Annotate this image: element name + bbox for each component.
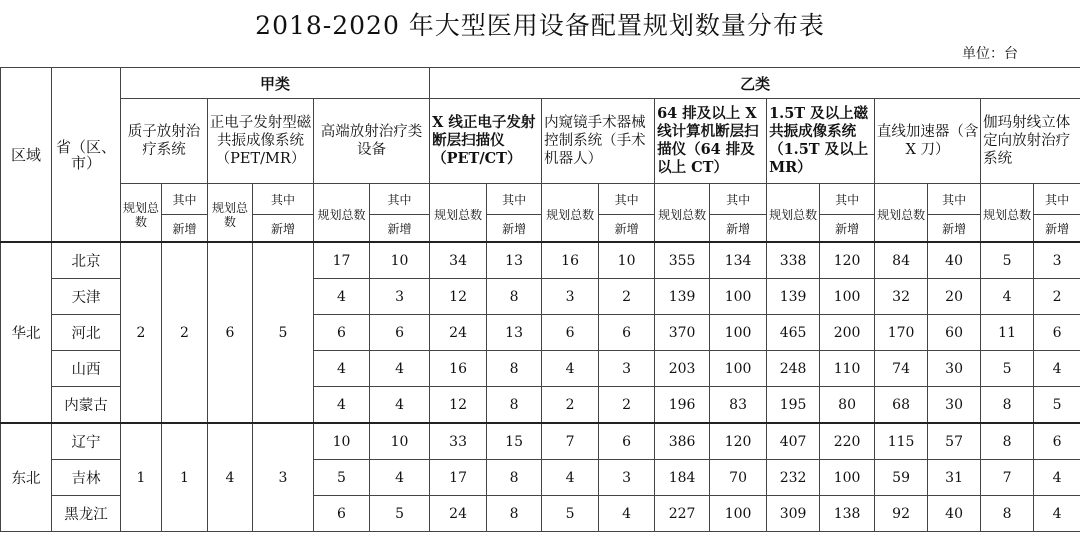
province-cell: 吉林 [52, 460, 121, 496]
value-cell: 13 [487, 315, 542, 351]
value-cell: 355 [655, 242, 710, 279]
value-cell: 10 [599, 242, 655, 279]
value-cell: 100 [710, 351, 767, 387]
value-cell: 84 [875, 242, 928, 279]
value-cell: 139 [767, 279, 820, 315]
proton-value-cell: 2 [162, 242, 208, 423]
equipment-table [0, 67, 1080, 532]
value-cell: 30 [928, 387, 981, 424]
plan-total-header: 规划总数 [314, 184, 370, 243]
value-cell: 4 [542, 460, 599, 496]
value-cell: 248 [767, 351, 820, 387]
of-which-header: 其中 [162, 184, 208, 215]
value-cell: 8 [487, 460, 542, 496]
value-cell: 5 [1034, 387, 1080, 424]
equipment-header-radiotherapy: 高端放射治疗类设备 [314, 99, 430, 184]
value-cell: 115 [875, 423, 928, 460]
value-cell: 120 [710, 423, 767, 460]
of-which-header: 其中 [487, 184, 542, 215]
value-cell: 59 [875, 460, 928, 496]
value-cell: 33 [430, 423, 487, 460]
value-cell: 4 [370, 351, 430, 387]
value-cell: 92 [875, 496, 928, 532]
value-cell: 4 [314, 279, 370, 315]
value-cell: 6 [1034, 315, 1080, 351]
page-title: 2018-2020 年大型医用设备配置规划数量分布表 [255, 11, 825, 40]
value-cell: 200 [820, 315, 875, 351]
value-cell: 8 [487, 496, 542, 532]
province-cell: 河北 [52, 315, 121, 351]
value-cell: 5 [542, 496, 599, 532]
of-which-header: 其中 [599, 184, 655, 215]
value-cell: 4 [1034, 351, 1080, 387]
value-cell: 4 [314, 351, 370, 387]
table-row [1, 423, 1080, 460]
new-added-header: 新增 [1034, 215, 1080, 243]
value-cell: 5 [314, 460, 370, 496]
value-cell: 6 [599, 315, 655, 351]
value-cell: 8 [487, 387, 542, 424]
region-cell: 东北 [1, 423, 52, 532]
value-cell: 6 [314, 315, 370, 351]
value-cell: 5 [370, 496, 430, 532]
value-cell: 70 [710, 460, 767, 496]
value-cell: 120 [820, 242, 875, 279]
province-cell: 黑龙江 [52, 496, 121, 532]
new-added-header: 新增 [370, 215, 430, 243]
value-cell: 60 [928, 315, 981, 351]
value-cell: 7 [542, 423, 599, 460]
value-cell: 465 [767, 315, 820, 351]
new-added-header: 新增 [928, 215, 981, 243]
province-cell: 北京 [52, 242, 121, 279]
value-cell: 3 [599, 351, 655, 387]
region-header: 区域 [1, 68, 52, 243]
value-cell: 4 [1034, 496, 1080, 532]
value-cell: 40 [928, 242, 981, 279]
value-cell: 4 [370, 460, 430, 496]
value-cell: 3 [370, 279, 430, 315]
value-cell: 4 [1034, 460, 1080, 496]
value-cell: 13 [487, 242, 542, 279]
value-cell: 8 [981, 423, 1034, 460]
value-cell: 7 [981, 460, 1034, 496]
value-cell: 24 [430, 315, 487, 351]
of-which-header: 其中 [710, 184, 767, 215]
value-cell: 184 [655, 460, 710, 496]
value-cell: 100 [710, 496, 767, 532]
value-cell: 30 [928, 351, 981, 387]
value-cell: 24 [430, 496, 487, 532]
value-cell: 10 [314, 423, 370, 460]
plan-total-header: 规划总数 [767, 184, 820, 243]
petmr-value-cell: 5 [253, 242, 314, 423]
of-which-header: 其中 [1034, 184, 1080, 215]
value-cell: 4 [981, 279, 1034, 315]
value-cell: 12 [430, 387, 487, 424]
petmr-value-cell: 4 [208, 423, 253, 532]
value-cell: 407 [767, 423, 820, 460]
value-cell: 2 [599, 279, 655, 315]
province-cell: 辽宁 [52, 423, 121, 460]
province-cell: 山西 [52, 351, 121, 387]
value-cell: 196 [655, 387, 710, 424]
value-cell: 80 [820, 387, 875, 424]
new-added-header: 新增 [599, 215, 655, 243]
of-which-header: 其中 [820, 184, 875, 215]
value-cell: 16 [430, 351, 487, 387]
of-which-header: 其中 [370, 184, 430, 215]
value-cell: 11 [981, 315, 1034, 351]
equipment-header-mr: 1.5T 及以上磁共振成像系统（1.5T 及以上 MR） [767, 99, 875, 184]
value-cell: 110 [820, 351, 875, 387]
value-cell: 100 [710, 279, 767, 315]
value-cell: 3 [542, 279, 599, 315]
of-which-header: 其中 [253, 184, 314, 215]
value-cell: 57 [928, 423, 981, 460]
value-cell: 5 [981, 351, 1034, 387]
equipment-header-robot: 内窥镜手术器械控制系统（手术机器人） [542, 99, 655, 184]
value-cell: 134 [710, 242, 767, 279]
new-added-header: 新增 [162, 215, 208, 243]
value-cell: 17 [430, 460, 487, 496]
value-cell: 8 [487, 279, 542, 315]
value-cell: 195 [767, 387, 820, 424]
value-cell: 10 [370, 242, 430, 279]
value-cell: 17 [314, 242, 370, 279]
class-a-header: 甲类 [121, 68, 430, 99]
value-cell: 12 [430, 279, 487, 315]
new-added-header: 新增 [487, 215, 542, 243]
value-cell: 4 [314, 387, 370, 424]
proton-value-cell: 1 [162, 423, 208, 532]
value-cell: 170 [875, 315, 928, 351]
value-cell: 6 [1034, 423, 1080, 460]
value-cell: 20 [928, 279, 981, 315]
value-cell: 386 [655, 423, 710, 460]
plan-total-header: 规划总数 [655, 184, 710, 243]
value-cell: 8 [981, 496, 1034, 532]
value-cell: 6 [599, 423, 655, 460]
plan-total-header: 规划总数 [430, 184, 487, 243]
value-cell: 83 [710, 387, 767, 424]
value-cell: 100 [820, 460, 875, 496]
equipment-header-ct: 64 排及以上 X 线计算机断层扫描仪（64 排及以上 CT） [655, 99, 767, 184]
value-cell: 15 [487, 423, 542, 460]
proton-value-cell: 1 [121, 423, 162, 532]
plan-total-header: 规划总数 [208, 184, 253, 243]
value-cell: 5 [981, 242, 1034, 279]
petmr-value-cell: 3 [253, 423, 314, 532]
unit-label: 单位：台 [962, 46, 1018, 62]
value-cell: 6 [542, 315, 599, 351]
value-cell: 68 [875, 387, 928, 424]
value-cell: 16 [542, 242, 599, 279]
value-cell: 6 [370, 315, 430, 351]
of-which-header: 其中 [928, 184, 981, 215]
equipment-header-proton: 质子放射治疗系统 [121, 99, 208, 184]
value-cell: 34 [430, 242, 487, 279]
value-cell: 74 [875, 351, 928, 387]
value-cell: 139 [655, 279, 710, 315]
new-added-header: 新增 [253, 215, 314, 243]
value-cell: 8 [487, 351, 542, 387]
class-b-header: 乙类 [430, 68, 1080, 99]
value-cell: 232 [767, 460, 820, 496]
equipment-header-petct: X 线正电子发射断层扫描仪（PET/CT） [430, 99, 542, 184]
value-cell: 227 [655, 496, 710, 532]
value-cell: 4 [370, 387, 430, 424]
value-cell: 3 [599, 460, 655, 496]
province-cell: 内蒙古 [52, 387, 121, 424]
value-cell: 4 [542, 351, 599, 387]
value-cell: 338 [767, 242, 820, 279]
new-added-header: 新增 [710, 215, 767, 243]
value-cell: 203 [655, 351, 710, 387]
equipment-header-petmr: 正电子发射型磁共振成像系统（PET/MR） [208, 99, 314, 184]
value-cell: 2 [1034, 279, 1080, 315]
value-cell: 138 [820, 496, 875, 532]
province-header: 省（区、市） [52, 68, 121, 243]
value-cell: 3 [1034, 242, 1080, 279]
value-cell: 10 [370, 423, 430, 460]
petmr-value-cell: 6 [208, 242, 253, 423]
value-cell: 220 [820, 423, 875, 460]
value-cell: 2 [599, 387, 655, 424]
plan-total-header: 规划总数 [981, 184, 1034, 243]
value-cell: 8 [981, 387, 1034, 424]
region-cell: 华北 [1, 242, 52, 423]
plan-total-header: 规划总数 [875, 184, 928, 243]
equipment-header-linac: 直线加速器（含 X 刀） [875, 99, 981, 184]
plan-total-header: 规划总数 [121, 184, 162, 243]
equipment-header-gamma: 伽玛射线立体定向放射治疗系统 [981, 99, 1080, 184]
province-cell: 天津 [52, 279, 121, 315]
value-cell: 370 [655, 315, 710, 351]
value-cell: 100 [710, 315, 767, 351]
value-cell: 309 [767, 496, 820, 532]
table-row [1, 242, 1080, 279]
value-cell: 2 [542, 387, 599, 424]
plan-total-header: 规划总数 [542, 184, 599, 243]
proton-value-cell: 2 [121, 242, 162, 423]
value-cell: 40 [928, 496, 981, 532]
new-added-header: 新增 [820, 215, 875, 243]
value-cell: 6 [314, 496, 370, 532]
value-cell: 32 [875, 279, 928, 315]
value-cell: 31 [928, 460, 981, 496]
value-cell: 4 [599, 496, 655, 532]
value-cell: 100 [820, 279, 875, 315]
